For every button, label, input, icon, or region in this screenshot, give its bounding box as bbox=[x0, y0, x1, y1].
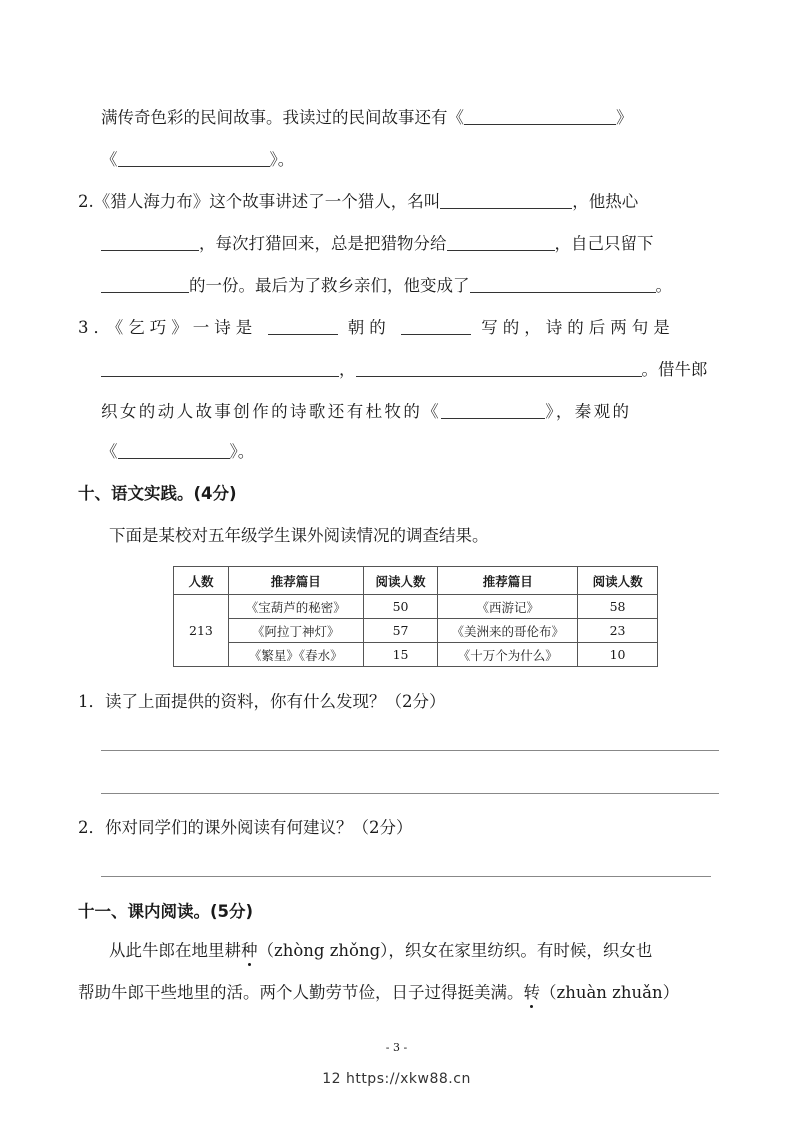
dotted-char-zhong: 种 bbox=[241, 941, 258, 960]
blank-du-mu-poem[interactable] bbox=[441, 402, 545, 419]
table-cell: 58 bbox=[578, 595, 658, 619]
section10-q1: 1．读了上面提供的资料，你有什么发现？（2分） bbox=[78, 692, 446, 711]
table-cell: 10 bbox=[578, 643, 658, 667]
table-cell: 《美洲来的哥伦布》 bbox=[438, 619, 578, 643]
q9-item3-line3: 织女的动人故事创作的诗歌还有杜牧的《 》，秦观的 bbox=[101, 402, 632, 421]
q9-item2-line2: ，每次打猎回来，总是把猎物分给 ，自己只留下 bbox=[101, 234, 654, 254]
table-row bbox=[174, 619, 658, 643]
q9-line2: 《 》。 bbox=[101, 150, 295, 169]
table-cell: 《宝葫芦的秘密》 bbox=[228, 595, 363, 619]
answer-line-q1-b[interactable] bbox=[101, 793, 719, 794]
blank-helpful[interactable] bbox=[101, 234, 199, 251]
answer-line-q1-a[interactable] bbox=[101, 750, 719, 751]
q9-item3-line4: 《 》。 bbox=[101, 442, 255, 461]
table-cell: 50 bbox=[363, 595, 438, 619]
table-cell: 15 bbox=[363, 643, 438, 667]
blank-hunter-name[interactable] bbox=[440, 192, 572, 209]
blank-poem-line-3[interactable] bbox=[101, 360, 339, 377]
q9-item3-line1: 3．《乞巧》一诗是 朝的 写的，诗的后两句是 bbox=[78, 318, 675, 337]
table-cell: 《西游记》 bbox=[438, 595, 578, 619]
blank-author[interactable] bbox=[401, 318, 471, 335]
table-row bbox=[174, 643, 658, 667]
table-header: 推荐篇目 bbox=[438, 567, 578, 595]
blank-keep[interactable] bbox=[101, 276, 189, 293]
section11-title: 十一、课内阅读。(5分) bbox=[78, 902, 254, 921]
table-header: 阅读人数 bbox=[578, 567, 658, 595]
section10-intro: 下面是某校对五年级学生课外阅读情况的调查结果。 bbox=[109, 526, 489, 545]
blank-share[interactable] bbox=[447, 234, 555, 251]
table-total-cell: 213 bbox=[174, 595, 229, 667]
table-cell: 《阿拉丁神灯》 bbox=[228, 619, 363, 643]
table-row bbox=[174, 595, 658, 619]
table-cell: 57 bbox=[363, 619, 438, 643]
blank-story-2[interactable] bbox=[118, 150, 270, 167]
table-header: 人数 bbox=[174, 567, 229, 595]
table-header: 阅读人数 bbox=[363, 567, 438, 595]
blank-became[interactable] bbox=[470, 276, 656, 293]
blank-poem-line-4[interactable] bbox=[356, 360, 642, 377]
dotted-char-zhuan: 转 bbox=[523, 983, 540, 1002]
q9-line1: 满传奇色彩的民间故事。我读过的民间故事还有《 》 bbox=[101, 108, 633, 127]
table-cell: 《繁星》《春水》 bbox=[228, 643, 363, 667]
q9-item3-line2: ， 。借牛郎 bbox=[101, 360, 708, 380]
reading-survey-table bbox=[173, 566, 658, 667]
table-header-row bbox=[174, 567, 658, 595]
page-number: - 3 - bbox=[385, 1041, 408, 1054]
section10-q2: 2．你对同学们的课外阅读有何建议？（2分） bbox=[78, 818, 413, 837]
table-header: 推荐篇目 bbox=[228, 567, 363, 595]
blank-qin-guan-poem[interactable] bbox=[118, 442, 230, 459]
table-cell: 《十万个为什么》 bbox=[438, 643, 578, 667]
section11-paragraph-line1: 从此牛郎在地里耕种（zhòng zhǒng），织女在家里纺织。有时候，织女也 bbox=[109, 941, 653, 960]
blank-dynasty[interactable] bbox=[268, 318, 338, 335]
blank-story-1[interactable] bbox=[464, 108, 616, 125]
watermark-url: 12 https://xkw88.cn bbox=[322, 1071, 471, 1087]
q9-item2-line3: 的一份。最后为了救乡亲们，他变成了 。 bbox=[101, 276, 672, 296]
answer-line-q2[interactable] bbox=[101, 876, 711, 877]
q9-item2-line1: 2.《猎人海力布》这个故事讲述了一个猎人，名叫 ，他热心 bbox=[78, 192, 639, 211]
section11-paragraph-line2: 帮助牛郎干些地里的活。两个人勤劳节俭，日子过得挺美满。转（zhuàn zhuǎn） bbox=[78, 983, 680, 1002]
section10-title: 十、语文实践。(4分) bbox=[78, 484, 237, 503]
table-cell: 23 bbox=[578, 619, 658, 643]
